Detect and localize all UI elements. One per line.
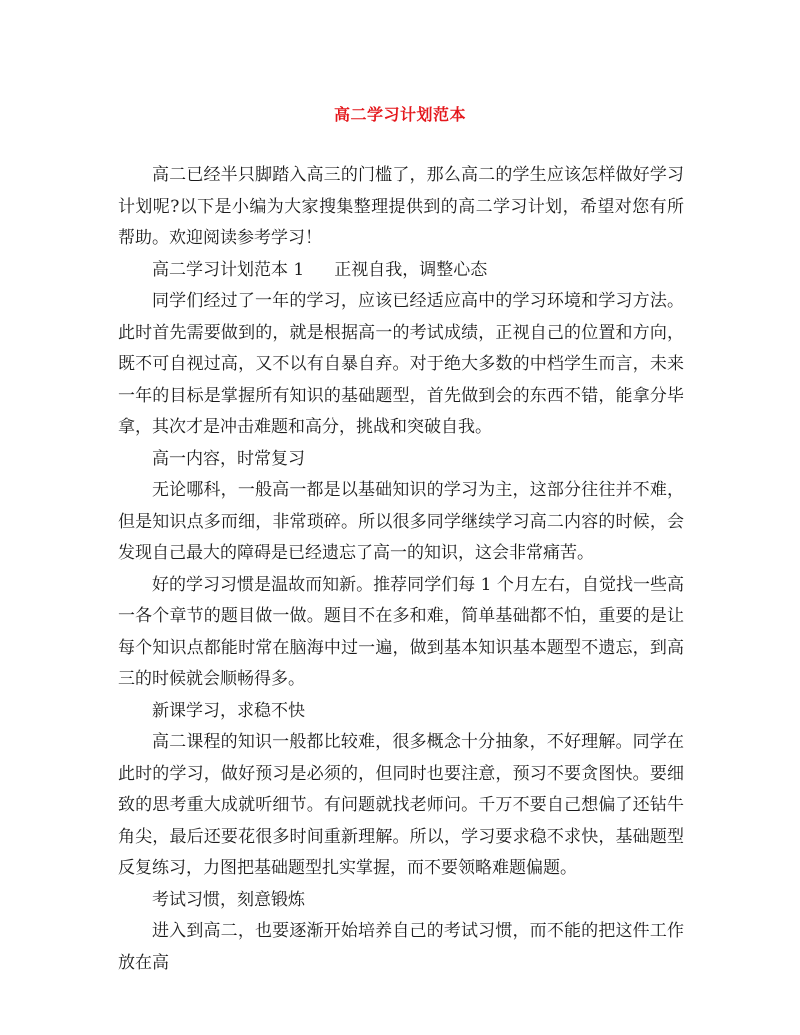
paragraph-intro: 高二已经半只脚踏入高三的门槛了，那么高二的学生应该怎样做好学习计划呢?以下是小编为大家搜集整理提供到的高二学习计划，希望对您有所帮助。欢迎阅读参考学习！	[118, 165, 684, 248]
paragraph-4: 高二课程的知识一般都比较难，很多概念十分抽象，不好理解。同学在此时的学习，做好预习是必须的，但同时也要注意，预习不要贪图快。要细致的思考重大成就听细节。有问题就找老师问。千万不要自己想偏了还钻牛角尖，最后还要花很多时间重新理解。所以，学习要求稳不求快，基础题型反复练习，力图把基础题型扎实掌握，而不要领略难题偏题。	[118, 732, 684, 878]
paragraph-5: 进入到高二，也要逐渐开始培养自己的考试习惯，而不能的把这件工作放在高	[118, 921, 684, 973]
document-title: 高二学习计划范本	[333, 105, 466, 124]
section-heading-1	[118, 255, 684, 287]
section-heading-1-topic: 正视自我，调整心态	[334, 259, 488, 280]
paragraph-2: 无论哪科，一般高一都是以基础知识的学习为主，这部分往往并不难，但是知识点多而细，非常琐碎。所以很多同学继续学习高二内容的时候，会发现自己最大的障碍是已经遗忘了高一的知识，这会非常痛苦。	[118, 480, 684, 563]
section-heading-2: 高一内容，时常复习	[152, 448, 305, 469]
document-body	[118, 160, 684, 979]
section-heading-3: 新课学习，求稳不快	[152, 700, 305, 721]
paragraph-1: 同学们经过了一年的学习，应该已经适应高中的学习环境和学习方法。此时首先需要做到的，就是根据高一的考试成绩，正视自己的位置和方向，既不可自视过高，又不以有自暴自弃。对于绝大多数的中档学生而言，未来一年的目标是掌握所有知识的基础题型，首先做到会的东西不错，能拿分毕拿，其次才是冲击难题和高分，挑战和突破自我。	[118, 291, 684, 437]
section-heading-1-label: 高二学习计划范本 1	[152, 259, 305, 280]
paragraph-3: 好的学习习惯是温故而知新。推荐同学们每 1 个月左右，自觉找一些高一各个章节的题目做一做。题目不在多和难，简单基础都不怕，重要的是让每个知识点都能时常在脑海中过一遍，做到基本知识基本题型不遗忘，到高三的时候就会顺畅得多。	[118, 574, 684, 689]
section-heading-4: 考试习惯，刻意锻炼	[152, 889, 305, 910]
